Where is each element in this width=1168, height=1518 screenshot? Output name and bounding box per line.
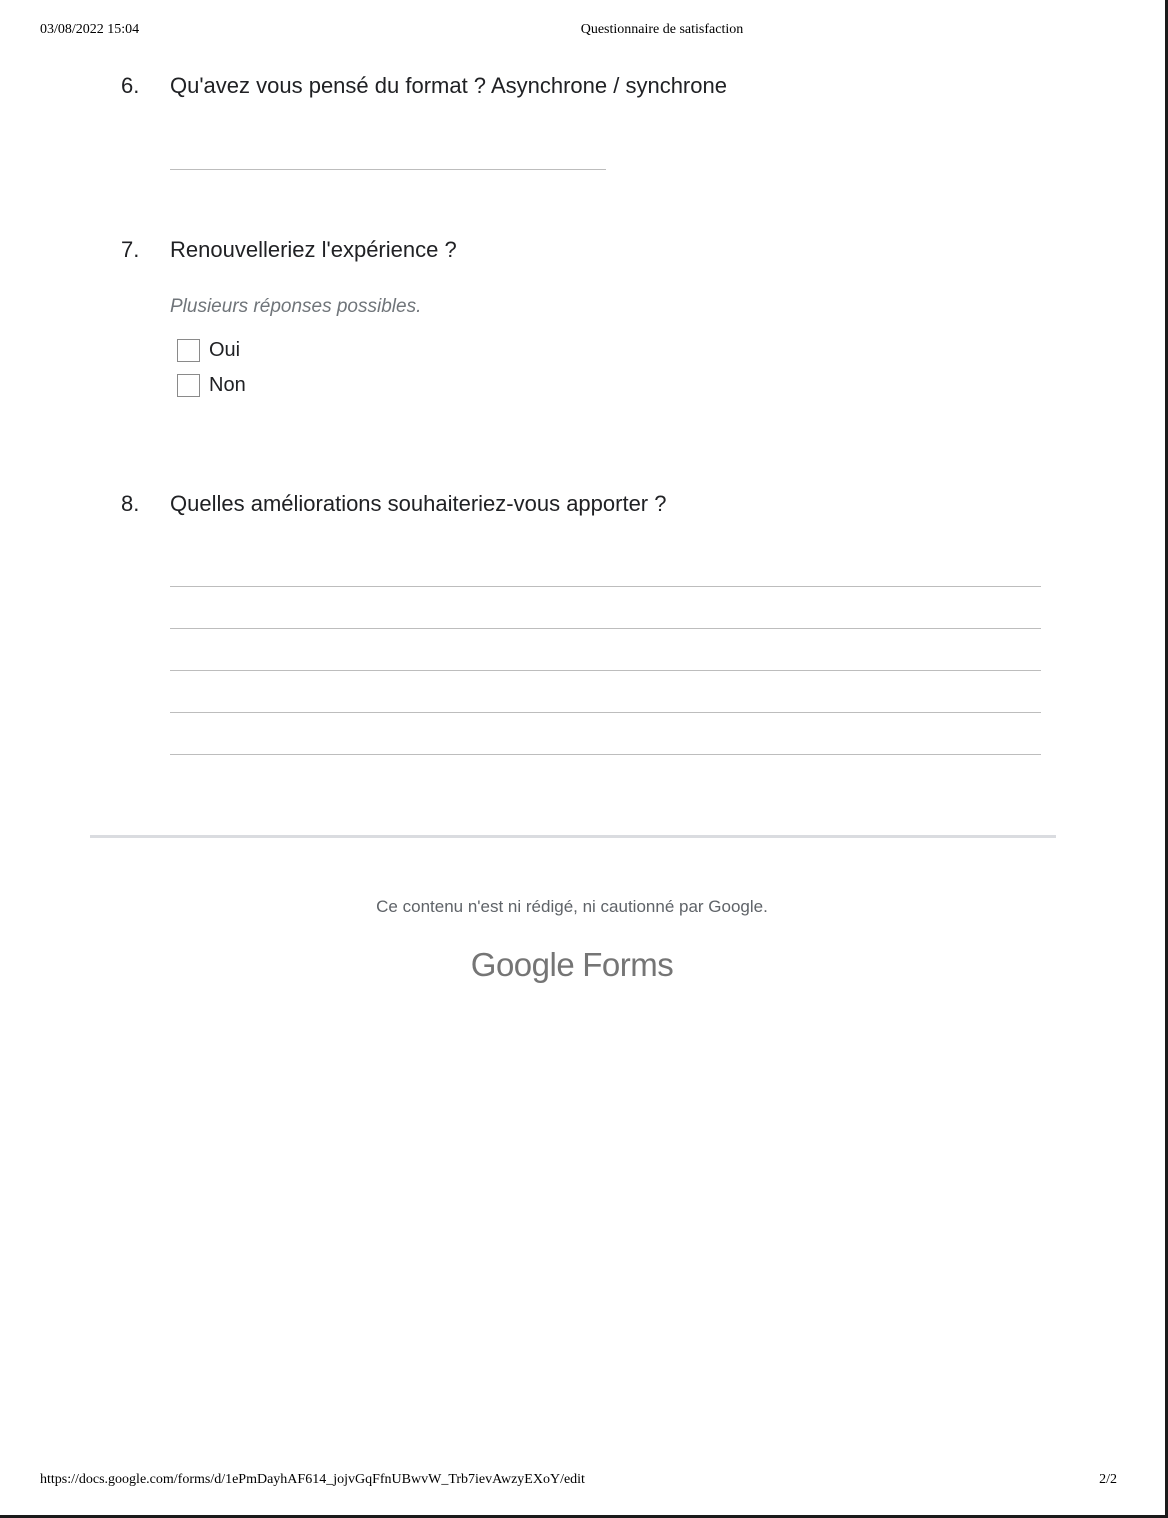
- print-url: https://docs.google.com/forms/d/1ePmDayhAF614_jojvGqFfnUBwvW_Trb7ievAwzyEXoY/edit: [40, 1472, 585, 1487]
- google-forms-logo[interactable]: [0, 946, 1144, 984]
- multiple-answers-hint: Plusieurs réponses possibles.: [170, 296, 422, 317]
- checkbox-label: Oui: [209, 339, 241, 361]
- checkbox[interactable]: [177, 374, 200, 397]
- question-title: Quelles améliorations souhaiteriez-vous apporter ?: [170, 491, 667, 516]
- short-answer-field[interactable]: [170, 169, 606, 170]
- question-number: 8.: [121, 491, 140, 516]
- question-title: Renouvelleriez l'expérience ?: [170, 237, 457, 262]
- question-title: Qu'avez vous pensé du format ? Asynchrone / synchrone: [170, 73, 727, 98]
- checkbox-option-non[interactable]: [177, 374, 246, 397]
- question-number: 7.: [121, 237, 140, 262]
- answer-line: [170, 586, 1041, 587]
- checkbox-option-oui[interactable]: [177, 339, 240, 362]
- answer-line: [170, 754, 1041, 755]
- google-disclaimer: Ce contenu n'est ni rédigé, ni cautionné par Google.: [376, 897, 768, 916]
- checkbox[interactable]: [177, 339, 200, 362]
- footer-separator: [90, 835, 1056, 838]
- logo-brand: Google: [470, 946, 575, 983]
- question-number: 6.: [121, 73, 140, 98]
- answer-line: [170, 628, 1041, 629]
- logo-product: Forms: [582, 946, 674, 983]
- print-title: Questionnaire de satisfaction: [580, 22, 744, 37]
- answer-line: [170, 712, 1041, 713]
- answer-line: [170, 670, 1041, 671]
- print-page-number: 2/2: [1099, 1472, 1117, 1487]
- checkbox-label: Non: [209, 374, 246, 396]
- print-datetime: 03/08/2022 15:04: [40, 22, 140, 37]
